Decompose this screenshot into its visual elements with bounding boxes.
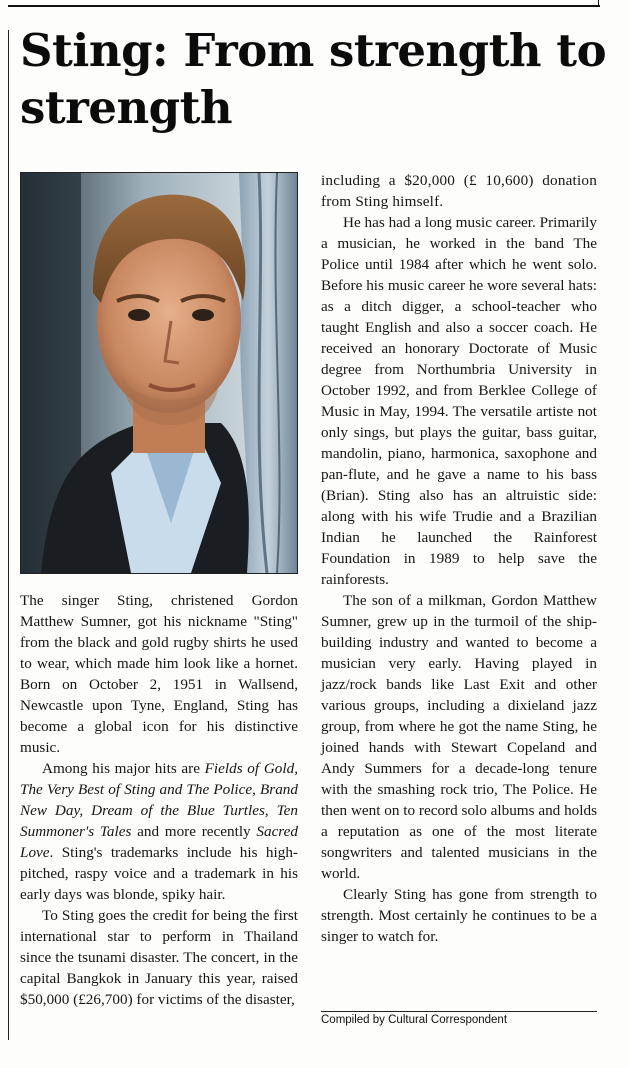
paragraph: The singer Sting, christened Gordon Matthew Sumner, got his nickname "Sting" from the black and gold rugby shirts he used to wear, which made him look like a hornet. Born on October 2, 1951 in Wallsend, Newcastle upon Tyne, England, Sting has become a global icon for his distinctive music. bbox=[20, 592, 298, 756]
left-border-rule bbox=[8, 30, 9, 1040]
left-text-column bbox=[20, 590, 298, 1010]
sting-portrait-photo bbox=[20, 172, 298, 574]
paragraph-continuation: including a $20,000 (£ 10,600) donation from Sting himself. bbox=[321, 172, 597, 210]
paragraph: The son of a milkman, Gordon Matthew Sumner, grew up in the turmoil of the ship-building industry and wanted to become a musician very early. Having played in jazz/rock bands like Last Exit and other various groups, including a dixieland jazz group, from where he got the name Sting, he joined hands with Stewart Copeland and Andy Summers for a decade-long tenure with the smashing rock trio, The Police. He then went on to record solo albums and holds a reputation as one of the most literate songwriters and talented musicians in the world. bbox=[321, 592, 597, 882]
paragraph: Clearly Sting has gone from strength to strength. Most certainly he continues to be a singer to watch for. bbox=[321, 886, 597, 945]
byline: Compiled by Cultural Correspondent bbox=[321, 1014, 508, 1026]
corner-tick bbox=[598, 0, 599, 6]
portrait-image bbox=[21, 173, 297, 573]
paragraph: To Sting goes the credit for being the first international star to perform in Thailand since the tsunami disaster. The concert, in the capital Bangkok in January this year, raised $50,000 (£26,700) for victims of the disaster, bbox=[20, 907, 298, 1008]
paragraph: Among his major hits are Fields of Gold, The Very Best of Sting and The Police, Brand New Day, Dream of the Blue Turtles, Ten Summoner's Tales and more recently Sacred Love. Sting's trademarks include his high-pitched, raspy voice and a trademark in his early days was blonde, spiky hair. bbox=[20, 760, 298, 903]
top-rule bbox=[8, 0, 600, 7]
paragraph: He has had a long music career. Primarily a musician, he worked in the band The Police until 1984 after which he went solo. Before his music career he wore several hats: as a ditch digger, a school-teacher who taught English and also a soccer coach. He received an honorary Doctorate of Music degree from Northumbria University in October 1992, and from Berklee College of Music in May, 1994. The versatile artiste not only sings, but plays the guitar, bass guitar, mandolin, piano, harmonica, saxophone and pan-flute, and he gave a name to his bass (Brian). Sting also has an altruistic side: along with his wife Trudie and a Brazilian Indian he launched the Rainforest Foundation in 1989 to help save the rainforests. bbox=[321, 214, 597, 588]
headline: Sting: From strength to strength bbox=[20, 24, 607, 134]
byline-rule bbox=[321, 1011, 597, 1012]
right-text-column bbox=[321, 170, 597, 947]
album-title: Fields of Gold, The Very Best of Sting and The Police, Brand New Day, Dream of the Blue Turtles, Ten Summoner's Tales bbox=[20, 760, 298, 840]
album-title: Sacred Love bbox=[20, 823, 298, 861]
